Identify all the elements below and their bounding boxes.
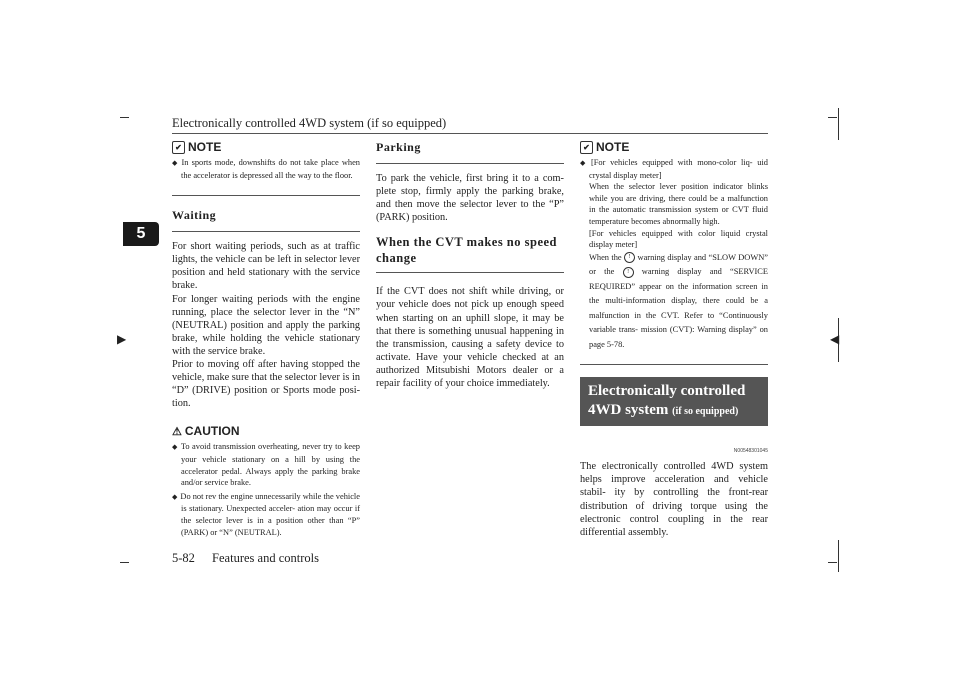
caution-item-1: ◆ To avoid transmission overheating, never try to keep your vehicle stationary on a hill by using the accelerator pedal. Always apply the parking brake and/or service brake. bbox=[172, 441, 360, 488]
section-title: Electronically controlled 4WD system bbox=[588, 383, 746, 419]
cvt-text: If the CVT does not shift while driving, or your vehicle does not pick up enough speed when starting on an uphill slope, it may be that there is something unusual happening in the transmission, causing a safety device to activate. Have your vehicle checked at an authorized Mitsubishi Motors dealer or a repair facility of your choice immediately. bbox=[376, 286, 564, 390]
note-icon: ✔ bbox=[172, 141, 185, 154]
caution-item-2: ◆ Do not rev the engine unnecessarily while the vehicle is stationary. Unexpected acceler- ation may occur if the selector lever is in a position other than “P” (PARK) or “N” (NEUTRAL). bbox=[172, 491, 360, 538]
page-number: 5-82 bbox=[172, 551, 195, 565]
page-footer bbox=[172, 551, 319, 566]
crop-mark-br bbox=[828, 562, 837, 563]
warning-icon: ! bbox=[624, 252, 635, 263]
waiting-rule bbox=[172, 231, 360, 232]
note-mono-text: When the selector lever position indicator blinks while you are driving, there could be a malfunction in the automatic transmission system or CVT fluid temperature becomes abnormally high. bbox=[589, 182, 768, 226]
caution-label bbox=[172, 424, 360, 438]
cvt-rule bbox=[376, 272, 564, 273]
note-block-2 bbox=[580, 157, 768, 352]
note-color-text bbox=[580, 251, 768, 353]
note-label-2-text: NOTE bbox=[596, 140, 630, 154]
note-mono-heading: ◆ [For vehicles equipped with mono-color liq- uid crystal display meter] bbox=[580, 157, 768, 181]
header-rule bbox=[172, 133, 768, 134]
section-text: The electronically controlled 4WD system helps improve acceleration and vehicle stabil- ity by controlling the front-rear distribution of driving torque using the electronic control coupling in the rear differential assembly. bbox=[580, 461, 768, 538]
crop-mark-tl bbox=[120, 117, 129, 118]
crop-mark-tr bbox=[828, 117, 837, 118]
parking-heading: Parking bbox=[376, 140, 421, 154]
column-left bbox=[172, 140, 360, 538]
service-warning-icon: ! bbox=[623, 267, 634, 278]
note-icon-2: ✔ bbox=[580, 141, 593, 154]
note-color-heading: [For vehicles equipped with color liquid crystal display meter] bbox=[589, 228, 768, 250]
section-subtitle: (if so equipped) bbox=[672, 406, 739, 418]
note-item: ◆ In sports mode, downshifts do not take place when the accelerator is depressed all the way to the floor. bbox=[172, 157, 360, 181]
caution-label-text: CAUTION bbox=[184, 424, 240, 439]
note-2-end-rule bbox=[580, 364, 768, 365]
chapter-tab: 5 bbox=[123, 222, 159, 246]
waiting-paragraph-2: For longer waiting periods with the engine running, place the selector lever in the “N” (NEUTRAL) position and apply the parking brake, while holding the vehicle stationary with the service brake. bbox=[172, 293, 360, 357]
note-end-rule bbox=[172, 195, 360, 196]
note-text-part-3: warning display and “SERVICE REQUIRED” appear on the information screen in the multi-information display, there could be a malfunction in the CVT. Refer to “Continuously variable trans- mission (CVT): Warning display” on page 5-78. bbox=[589, 267, 768, 349]
column-right bbox=[580, 140, 768, 539]
crop-arrow-left: ▶ bbox=[117, 332, 127, 346]
footer-section: Features and controls bbox=[212, 551, 319, 565]
note-label-2 bbox=[580, 140, 768, 154]
page-header-title: Electronically controlled 4WD system (if so equipped) bbox=[172, 116, 447, 130]
cvt-heading: When the CVT makes no speed change bbox=[376, 235, 557, 266]
waiting-heading: Waiting bbox=[172, 208, 217, 223]
caution-icon: ⚠ bbox=[172, 425, 182, 438]
crop-mark-tr-v bbox=[838, 108, 839, 140]
waiting-paragraph-1: For short waiting periods, such as at traffic lights, the vehicle can be left in selector lever position and held stationary with the service brake. bbox=[172, 241, 360, 292]
waiting-paragraph-3: Prior to moving off after having stopped the vehicle, make sure that the selector lever is in “D” (DRIVE) position or Sports mode posi- tion. bbox=[172, 359, 360, 410]
column-middle bbox=[376, 140, 564, 390]
note-text-part-1: When the bbox=[589, 252, 622, 262]
crop-mark-br-v bbox=[838, 540, 839, 572]
note-text-part-2: warning display and “SLOW DOWN” or the bbox=[589, 252, 769, 277]
parking-text: To park the vehicle, first bring it to a com- plete stop, firmly apply the parking brake, and then move the selector lever to the “P” (PARK) position. bbox=[376, 173, 564, 224]
note-label-text: NOTE bbox=[188, 140, 222, 154]
section-title-box bbox=[580, 377, 768, 426]
crop-mark-bl bbox=[120, 562, 129, 563]
note-label bbox=[172, 140, 360, 154]
crop-arrow-right: ◀ bbox=[830, 332, 840, 346]
parking-rule bbox=[376, 163, 564, 164]
reference-code: N00548301045 bbox=[733, 448, 768, 455]
